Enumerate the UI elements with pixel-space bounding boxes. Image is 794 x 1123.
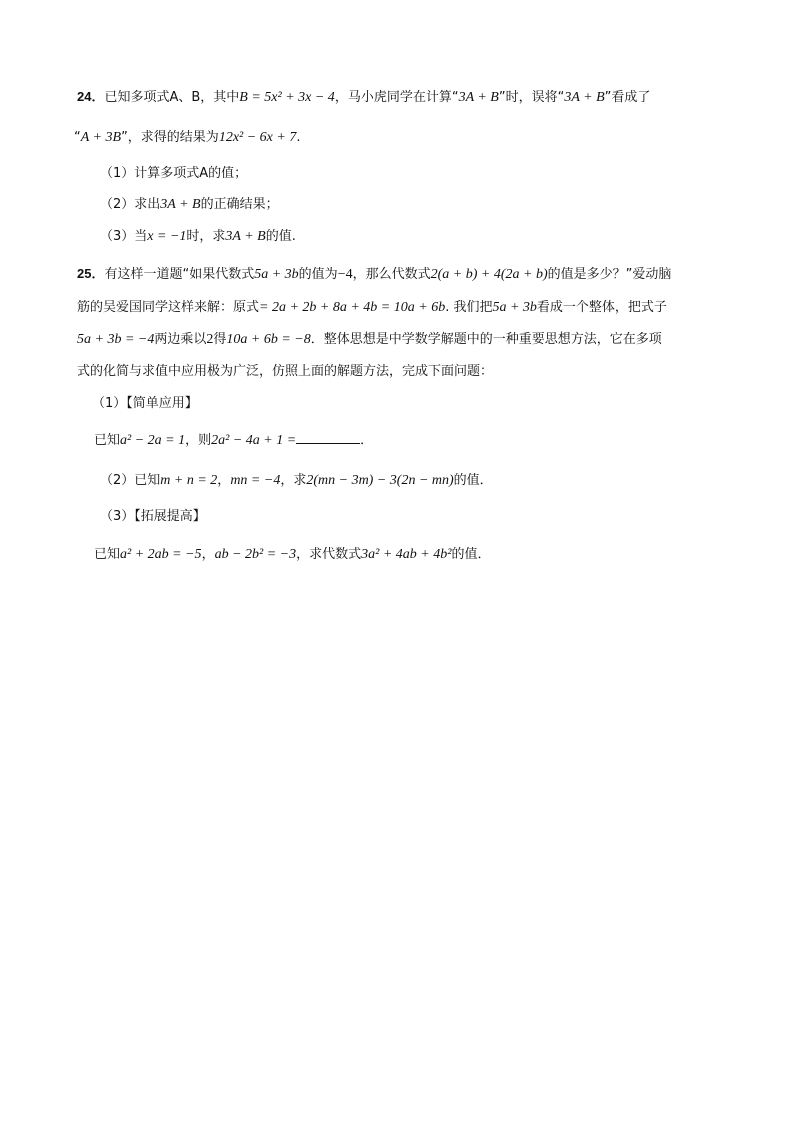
- q25-sub-3-body: [94, 547, 490, 563]
- q25-s1-math2: 2a² − 4a + 1 =: [211, 433, 297, 448]
- q24-math-3a-b: 3A + B: [458, 90, 499, 105]
- q24-math-a-3b: A + 3B: [80, 130, 122, 145]
- q24-math-result: 12x² − 6x + 7: [218, 130, 297, 145]
- q24-part-3-math2: 3A + B: [225, 229, 266, 244]
- q24-text-1c: ”时，误将“: [498, 90, 565, 105]
- q25-text-3b: 得: [213, 332, 227, 347]
- q24-number: 24．: [77, 89, 105, 104]
- q24-math-3a-b-2: 3A + B: [564, 90, 605, 105]
- q25-text-2b: . 我们把: [445, 300, 493, 315]
- q25-text-2c: 看成一个整体，把式子: [536, 300, 667, 315]
- q24-line-2: [74, 130, 300, 146]
- q25-sub-1-title: [92, 396, 198, 412]
- q25-text-3c: ．整体思想是中学数学解题中的一种重要思想方法，它在多项: [310, 332, 662, 347]
- q25-s1-a: 已知: [94, 433, 121, 448]
- q25-math-5a3b: 5a + 3b: [254, 267, 299, 282]
- q25-s2-math1: m + n = 2: [160, 473, 218, 488]
- q25-math-expand: = 2a + 2b + 8a + 4b = 10a + 6b: [259, 300, 446, 315]
- q25-s3-math2: ab − 2b² = −3: [214, 547, 297, 562]
- q25-sub-3-title: [100, 509, 206, 525]
- q25-s2-a: （2）已知: [100, 473, 161, 488]
- q25-text-1c: ，那么代数式: [352, 267, 431, 282]
- q25-sub-1-title-text: （1）【简单应用】: [92, 396, 198, 411]
- q24-part-3: [100, 229, 296, 245]
- q25-sub-1-body: [94, 431, 373, 449]
- q24-text-2a: “: [74, 130, 81, 145]
- q24-math-b-def: B = 5x² + 3x − 4: [239, 90, 335, 105]
- q25-s2-d: 的值．: [453, 473, 493, 488]
- q25-math-neg4: −4: [337, 267, 353, 282]
- q25-line-3: [77, 332, 662, 348]
- q24-part-3a: （3）当: [100, 229, 148, 244]
- q24-part-2b: 的正确结果；: [200, 197, 279, 212]
- q25-sub-2: [100, 473, 493, 489]
- q24-text-2b: ”，求得的结果为: [121, 130, 219, 145]
- q25-number: 25．: [77, 266, 105, 281]
- q25-text-3a: 两边乘以: [154, 332, 207, 347]
- q25-s2-c: ，求: [280, 473, 307, 488]
- q24-part-1: [100, 166, 247, 182]
- q25-math-expr: 2(a + b) + 4(2a + b): [430, 267, 548, 282]
- q25-sub-3-title-text: （3）【拓展提高】: [100, 509, 206, 524]
- q24-part-2-math: 3A + B: [160, 197, 201, 212]
- q25-s1-b: ，则: [185, 433, 212, 448]
- q25-text-2a: 筋的吴爱国同学这样来解：原式: [77, 300, 260, 315]
- q24-line-1: [77, 89, 650, 106]
- q25-s1-math1: a² − 2a = 1: [120, 433, 186, 448]
- q24-part-2a: （2）求出: [100, 197, 161, 212]
- q25-s3-a: 已知: [94, 547, 121, 562]
- q25-s3-d: 的值．: [451, 547, 491, 562]
- q25-math-eq1: 5a + 3b = −4: [77, 332, 155, 347]
- q25-s3-c: ，求代数式: [296, 547, 362, 562]
- q25-text-1a: 有这样一道题“如果代数式: [104, 267, 255, 282]
- q25-s2-b: ，: [217, 473, 231, 488]
- q24-text-1b: ，马小虎同学在计算“: [334, 90, 459, 105]
- q25-line-2: [77, 300, 667, 316]
- q25-math-5a3b-2: 5a + 3b: [492, 300, 537, 315]
- answer-blank[interactable]: [296, 431, 360, 444]
- q25-math-eq2: 10a + 6b = −8: [226, 332, 311, 347]
- q25-s2-math3: 2(mn − 3m) − 3(2n − mn): [306, 473, 454, 488]
- q25-s3-math3: 3a² + 4ab + 4b²: [361, 547, 452, 562]
- q24-text-2c: .: [296, 130, 301, 145]
- q24-part-3c: 的值.: [265, 229, 296, 244]
- q25-text-4: 式的化简与求值中应用极为广泛，仿照上面的解题方法，完成下面问题：: [77, 364, 494, 379]
- q25-s1-c: ．: [360, 433, 374, 448]
- q25-math-2: 2: [206, 332, 214, 347]
- q24-text-1a: 已知多项式A、B，其中: [104, 90, 240, 105]
- q24-part-3b: 时，求: [186, 229, 226, 244]
- q25-line-1: [77, 266, 671, 283]
- q25-s2-math2: mn = −4: [230, 473, 281, 488]
- q25-s3-math1: a² + 2ab = −5: [120, 547, 202, 562]
- q24-text-1d: ”看成了: [604, 90, 651, 105]
- q24-part-1-text: （1）计算多项式A的值；: [100, 166, 248, 181]
- q25-s3-b: ，: [201, 547, 215, 562]
- q25-text-1b: 的值为: [298, 267, 338, 282]
- q24-part-2: [100, 197, 279, 213]
- q25-text-1d: 的值是多少？”爱动脑: [547, 267, 672, 282]
- q25-line-4: [77, 364, 493, 380]
- q24-part-3-math1: x = −1: [147, 229, 187, 244]
